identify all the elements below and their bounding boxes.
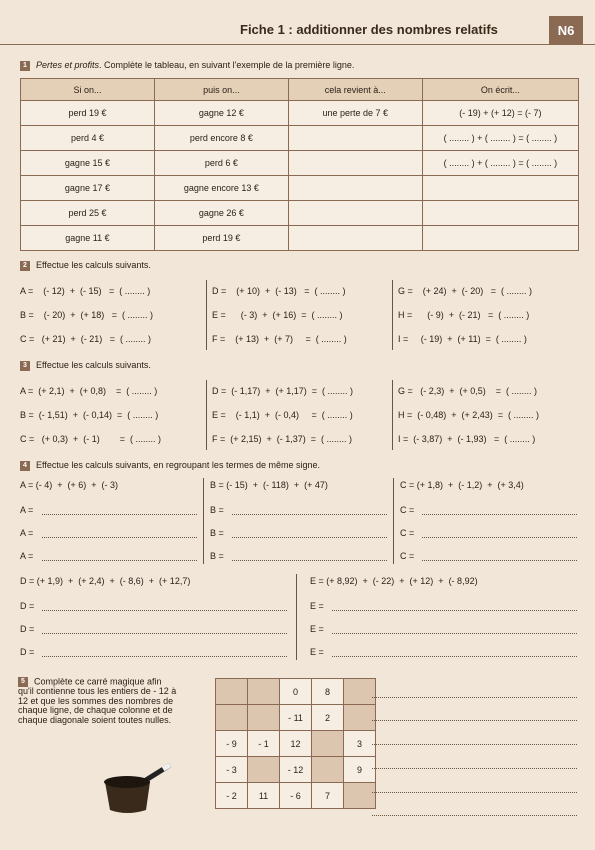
table-cell: (- 19) + (+ 12) = (- 7): [422, 101, 578, 126]
table-cell: gagne 26 €: [154, 201, 288, 226]
expr-C: C = (+ 1,8) + (- 1,2) + (+ 3,4): [400, 480, 524, 490]
magic-cell: 9: [344, 757, 376, 783]
expr-B: B = (- 15) + (- 118) + (+ 47): [210, 480, 328, 490]
calc-D[interactable]: D = (- 1,17) + (+ 1,17) = ( ........ ): [212, 386, 354, 396]
magic-cell[interactable]: [248, 679, 280, 705]
answer-label-A: A =: [20, 551, 34, 561]
magic-cell: - 3: [216, 757, 248, 783]
answer-label-E: E =: [310, 601, 324, 611]
magic-square: [215, 678, 376, 809]
column-divider: [392, 280, 393, 350]
answer-cell[interactable]: ( ........ ) + ( ........ ) = ( ........ ): [422, 151, 578, 176]
column-divider: [206, 280, 207, 350]
exercise-1-heading: [20, 60, 354, 71]
exercise-number: 2: [20, 261, 30, 271]
answer-label-D: D =: [20, 624, 35, 634]
answer-cell[interactable]: [288, 201, 422, 226]
answer-line[interactable]: [42, 656, 287, 657]
answer-line[interactable]: [42, 514, 197, 515]
magic-cell: - 2: [216, 783, 248, 809]
answer-line[interactable]: [232, 514, 387, 515]
magic-cell: - 12: [280, 757, 312, 783]
table-header: On écrit...: [422, 79, 578, 101]
calc-F[interactable]: F = (+ 13) + (+ 7) = ( ........ ): [212, 334, 347, 344]
answer-cell[interactable]: [288, 176, 422, 201]
calc-C[interactable]: C = (+ 21) + (- 21) = ( ........ ): [20, 334, 152, 344]
exercise-2-heading: [20, 260, 151, 271]
answer-line[interactable]: [372, 697, 577, 698]
answer-label-E: E =: [310, 624, 324, 634]
table-cell: perd encore 8 €: [154, 126, 288, 151]
table-cell: gagne 12 €: [154, 101, 288, 126]
answer-label-D: D =: [20, 647, 35, 657]
column-divider: [392, 380, 393, 450]
table-cell: gagne 15 €: [21, 151, 155, 176]
calc-E[interactable]: E = (- 1,1) + (- 0,4) = ( ........ ): [212, 410, 353, 420]
magic-cell[interactable]: [248, 757, 280, 783]
answer-cell[interactable]: [288, 226, 422, 251]
answer-cell[interactable]: [422, 176, 578, 201]
magic-cell: 3: [344, 731, 376, 757]
table-header: Si on...: [21, 79, 155, 101]
answer-line[interactable]: [232, 560, 387, 561]
answer-line[interactable]: [422, 560, 577, 561]
table-header: puis on...: [154, 79, 288, 101]
answer-line[interactable]: [422, 514, 577, 515]
exercise-1-title: . Complète le tableau, en suivant l'exemple de la première ligne.: [99, 60, 355, 70]
calc-B[interactable]: B = (- 1,51) + (- 0,14) = ( ........ ): [20, 410, 159, 420]
calc-H[interactable]: H = (- 0,48) + (+ 2,43) = ( ........ ): [398, 410, 540, 420]
answer-label-B: B =: [210, 528, 224, 538]
answer-line[interactable]: [372, 744, 577, 745]
magic-cell[interactable]: [216, 705, 248, 731]
magic-cell: - 9: [216, 731, 248, 757]
exercise-3-heading: [20, 360, 151, 371]
table-cell: perd 6 €: [154, 151, 288, 176]
answer-label-C: C =: [400, 528, 415, 538]
calc-I[interactable]: I = (- 3,87) + (- 1,93) = ( ........ ): [398, 434, 536, 444]
table-cell: gagne 11 €: [21, 226, 155, 251]
answer-line[interactable]: [422, 537, 577, 538]
magic-cell: 2: [312, 705, 344, 731]
answer-cell[interactable]: [422, 226, 578, 251]
exercise-number: 3: [20, 361, 30, 371]
table-cell: perd 25 €: [21, 201, 155, 226]
answer-line[interactable]: [42, 560, 197, 561]
answer-cell[interactable]: [288, 151, 422, 176]
magic-cell: - 1: [248, 731, 280, 757]
calc-D[interactable]: D = (+ 10) + (- 13) = ( ........ ): [212, 286, 346, 296]
table-row: [21, 226, 579, 251]
page-title: Fiche 1 : additionner des nombres relatifs: [240, 22, 498, 37]
answer-line[interactable]: [232, 537, 387, 538]
calc-B[interactable]: B = (- 20) + (+ 18) = ( ........ ): [20, 310, 154, 320]
magic-cell[interactable]: [248, 705, 280, 731]
magic-cell[interactable]: [312, 757, 344, 783]
exercise-5-instructions: [18, 677, 178, 725]
profit-loss-table: [20, 78, 579, 251]
answer-line[interactable]: [332, 610, 577, 611]
table-cell: perd 19 €: [21, 101, 155, 126]
calc-C[interactable]: C = (+ 0,3) + (- 1) = ( ........ ): [20, 434, 162, 444]
answer-label-C: C =: [400, 551, 415, 561]
table-row: [21, 201, 579, 226]
answer-line[interactable]: [372, 720, 577, 721]
column-divider: [296, 574, 297, 660]
magic-cell: 12: [280, 731, 312, 757]
answer-line[interactable]: [332, 656, 577, 657]
magic-hat-icon: [100, 760, 190, 820]
table-row: [21, 151, 579, 176]
calc-A[interactable]: A = (- 12) + (- 15) = ( ........ ): [20, 286, 151, 296]
magic-cell: 11: [248, 783, 280, 809]
magic-cell: 8: [312, 679, 344, 705]
table-row: [21, 126, 579, 151]
exercise-5-text: Complète ce carré magique afin qu'il contienne tous les entiers de - 12 à 12 et que les sommes des nombres de chaque ligne, de chaque colonne et de chaque diagonale soient toutes nulles.: [18, 676, 177, 725]
exercise-number: 5: [18, 677, 28, 687]
answer-label-A: A =: [20, 505, 34, 515]
calc-F[interactable]: F = (+ 2,15) + (- 1,37) = ( ........ ): [212, 434, 353, 444]
answer-label-C: C =: [400, 505, 415, 515]
magic-cell[interactable]: [216, 679, 248, 705]
magic-cell: 0: [280, 679, 312, 705]
answer-label-E: E =: [310, 647, 324, 657]
calc-G[interactable]: G = (- 2,3) + (+ 0,5) = ( ........ ): [398, 386, 538, 396]
exercise-1-title-italic: Pertes et profits: [36, 60, 100, 70]
answer-label-A: A =: [20, 528, 34, 538]
exercise-number: 4: [20, 461, 30, 471]
answer-line[interactable]: [372, 792, 577, 793]
calc-H[interactable]: H = (- 9) + (- 21) = ( ........ ): [398, 310, 530, 320]
expr-A: A = (- 4) + (+ 6) + (- 3): [20, 480, 119, 490]
calc-G[interactable]: G = (+ 24) + (- 20) = ( ........ ): [398, 286, 533, 296]
magic-cell[interactable]: [312, 731, 344, 757]
exercise-3-title: Effectue les calculs suivants.: [36, 360, 151, 370]
table-row: [21, 101, 579, 126]
answer-cell[interactable]: [422, 201, 578, 226]
answer-line[interactable]: [372, 768, 577, 769]
expr-E: E = (+ 8,92) + (- 22) + (+ 12) + (- 8,92): [310, 576, 478, 586]
answer-cell[interactable]: [288, 126, 422, 151]
magic-cell[interactable]: [344, 705, 376, 731]
table-cell: gagne 17 €: [21, 176, 155, 201]
exercise-number: 1: [20, 61, 30, 71]
calc-E[interactable]: E = (- 3) + (+ 16) = ( ........ ): [212, 310, 343, 320]
magic-cell[interactable]: [344, 783, 376, 809]
answer-label-B: B =: [210, 551, 224, 561]
table-cell: une perte de 7 €: [288, 101, 422, 126]
column-divider: [203, 478, 204, 564]
answer-line[interactable]: [42, 633, 287, 634]
magic-cell: - 11: [280, 705, 312, 731]
column-divider: [393, 478, 394, 564]
answer-line[interactable]: [372, 815, 577, 816]
exercise-4-heading: [20, 460, 320, 471]
magic-cell[interactable]: [344, 679, 376, 705]
header-rule: [0, 44, 595, 45]
answer-line[interactable]: [42, 537, 197, 538]
table-cell: perd 19 €: [154, 226, 288, 251]
answer-label-D: D =: [20, 601, 35, 611]
table-header: cela revient à...: [288, 79, 422, 101]
magic-cell: - 6: [280, 783, 312, 809]
answer-cell[interactable]: ( ........ ) + ( ........ ) = ( ........ ): [422, 126, 578, 151]
answer-line[interactable]: [42, 610, 287, 611]
answer-line[interactable]: [332, 633, 577, 634]
answer-label-B: B =: [210, 505, 224, 515]
chapter-badge: N6: [549, 16, 583, 44]
exercise-2-title: Effectue les calculs suivants.: [36, 260, 151, 270]
calc-A[interactable]: A = (+ 2,1) + (+ 0,8) = ( ........ ): [20, 386, 158, 396]
table-cell: gagne encore 13 €: [154, 176, 288, 201]
expr-D: D = (+ 1,9) + (+ 2,4) + (- 8,6) + (+ 12,7): [20, 576, 191, 586]
column-divider: [206, 380, 207, 450]
table-row: [21, 176, 579, 201]
calc-I[interactable]: I = (- 19) + (+ 11) = ( ........ ): [398, 334, 527, 344]
magic-cell: 7: [312, 783, 344, 809]
exercise-4-title: Effectue les calculs suivants, en regroupant les termes de même signe.: [36, 460, 320, 470]
table-cell: perd 4 €: [21, 126, 155, 151]
